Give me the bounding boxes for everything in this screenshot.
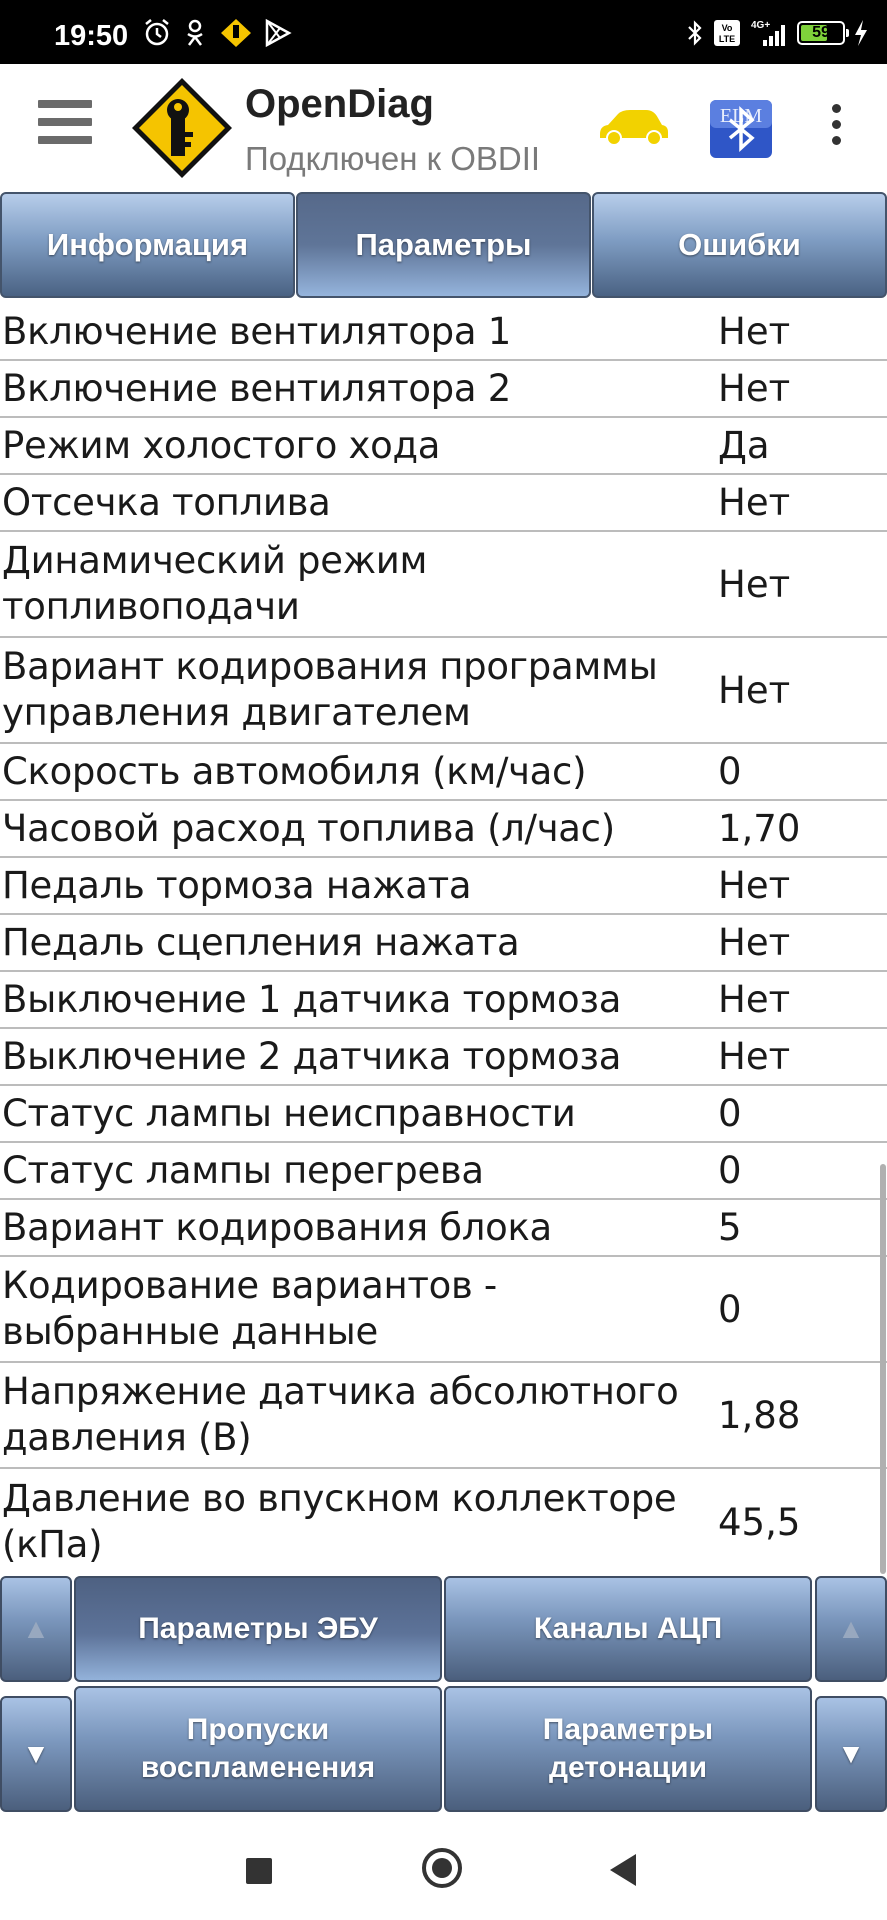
list-item	[0, 744, 887, 801]
misfires-button[interactable]: Пропуски воспламенения	[74, 1686, 442, 1812]
bluetooth-elm-icon[interactable]	[710, 100, 772, 158]
parameter-name: Педаль сцепления нажата	[2, 920, 520, 964]
ecu-params-button[interactable]: Параметры ЭБУ	[74, 1576, 442, 1682]
parameter-value: 1,70	[718, 807, 801, 850]
parameter-value: Нет	[718, 1035, 791, 1078]
parameter-name: Вариант кодирования блока	[2, 1205, 552, 1249]
svg-text:LTE: LTE	[718, 34, 736, 44]
parameter-name: Давление во впускном коллекторе (кПа)	[2, 1477, 677, 1566]
parameter-name: Вариант кодирования программы управления двигателем	[2, 645, 658, 734]
list-item	[0, 1200, 887, 1257]
parameter-name: Включение вентилятора 2	[2, 366, 511, 410]
car-icon[interactable]	[596, 108, 670, 148]
parameter-value: 1,88	[718, 1393, 801, 1437]
parameter-value: 0	[718, 1149, 742, 1192]
list-scrollbar[interactable]	[880, 1164, 886, 1574]
bluetooth-status-icon	[685, 18, 705, 48]
parameter-list[interactable]	[0, 304, 887, 1574]
network-type: 4G+	[751, 20, 771, 31]
list-item	[0, 1363, 887, 1469]
system-navigation-bar	[0, 1820, 887, 1920]
knock-params-button[interactable]: Параметры детонации	[444, 1686, 812, 1812]
list-item	[0, 1257, 887, 1363]
parameter-name: Кодирование вариантов - выбранные данные	[2, 1264, 497, 1353]
back-icon[interactable]	[610, 1854, 636, 1886]
status-bar	[0, 0, 887, 64]
parameter-name: Часовой расход топлива (л/час)	[2, 806, 615, 850]
parameter-value: Нет	[718, 864, 791, 907]
hamburger-menu-icon[interactable]	[38, 100, 92, 156]
parameter-value: Нет	[718, 481, 791, 524]
parameter-name: Статус лампы перегрева	[2, 1148, 484, 1192]
battery-level: 59	[812, 24, 830, 41]
list-item	[0, 418, 887, 475]
signal-4g-icon	[749, 18, 789, 48]
odnoklassniki-icon	[184, 18, 206, 48]
opendiag-logo-icon	[128, 74, 236, 182]
list-item	[0, 915, 887, 972]
list-item	[0, 972, 887, 1029]
navigation-app-icon	[220, 18, 252, 48]
list-item	[0, 304, 887, 361]
parameter-value: Нет	[718, 921, 791, 964]
parameter-value: Нет	[718, 562, 791, 606]
battery-icon	[797, 21, 845, 45]
parameter-name: Отсечка топлива	[2, 480, 331, 524]
list-item	[0, 1143, 887, 1200]
list-item	[0, 1469, 887, 1574]
parameter-value: Нет	[718, 978, 791, 1021]
parameter-name: Включение вентилятора 1	[2, 309, 511, 353]
parameter-value: 0	[718, 1287, 742, 1331]
tab-information[interactable]: Информация	[0, 192, 295, 298]
parameter-value: Нет	[718, 310, 791, 353]
scroll-down-right-button[interactable]: ▼	[815, 1696, 887, 1812]
app-bar	[0, 64, 887, 190]
parameter-name: Выключение 1 датчика тормоза	[2, 977, 622, 1021]
home-icon[interactable]	[422, 1848, 462, 1888]
list-item	[0, 475, 887, 532]
svg-text:Vo: Vo	[721, 23, 733, 33]
parameter-value: 0	[718, 750, 742, 793]
tab-errors[interactable]: Ошибки	[592, 192, 887, 298]
list-item	[0, 858, 887, 915]
app-title: OpenDiag	[245, 82, 434, 126]
parameter-name: Скорость автомобиля (км/час)	[2, 749, 587, 793]
parameter-value: 45,5	[718, 1500, 801, 1544]
parameter-value: 5	[718, 1206, 742, 1249]
charging-icon	[853, 19, 869, 47]
parameter-name: Режим холостого хода	[2, 423, 441, 467]
more-options-icon[interactable]	[822, 104, 850, 154]
parameter-value: 0	[718, 1092, 742, 1135]
connection-status: Подключен к OBDII	[245, 140, 541, 177]
parameter-name: Статус лампы неисправности	[2, 1091, 576, 1135]
parameter-name: Выключение 2 датчика тормоза	[2, 1034, 622, 1078]
parameter-value: Нет	[718, 367, 791, 410]
list-item	[0, 638, 887, 744]
status-right-icons	[685, 18, 869, 48]
bluetooth-label: ELM	[719, 105, 763, 127]
parameter-name: Напряжение датчика абсолютного давления (В)	[2, 1370, 679, 1459]
scroll-up-left-button[interactable]: ▲	[0, 1576, 72, 1682]
volte-icon	[713, 19, 741, 47]
list-item	[0, 1086, 887, 1143]
list-item	[0, 532, 887, 638]
top-tabs	[0, 192, 887, 300]
recents-icon[interactable]	[246, 1858, 272, 1884]
parameter-value: Да	[718, 424, 770, 467]
tab-parameters[interactable]: Параметры	[296, 192, 591, 298]
parameter-name: Динамический режим топливоподачи	[2, 539, 428, 628]
list-item	[0, 801, 887, 858]
play-store-icon	[262, 18, 292, 48]
scroll-up-right-button[interactable]: ▲	[815, 1576, 887, 1682]
scroll-down-left-button[interactable]: ▼	[0, 1696, 72, 1812]
parameter-value: Нет	[718, 668, 791, 712]
adc-channels-button[interactable]: Каналы АЦП	[444, 1576, 812, 1682]
list-item	[0, 361, 887, 418]
parameter-name: Педаль тормоза нажата	[2, 863, 472, 907]
list-item	[0, 1029, 887, 1086]
status-time: 19:50	[54, 20, 129, 52]
alarm-icon	[142, 18, 172, 48]
